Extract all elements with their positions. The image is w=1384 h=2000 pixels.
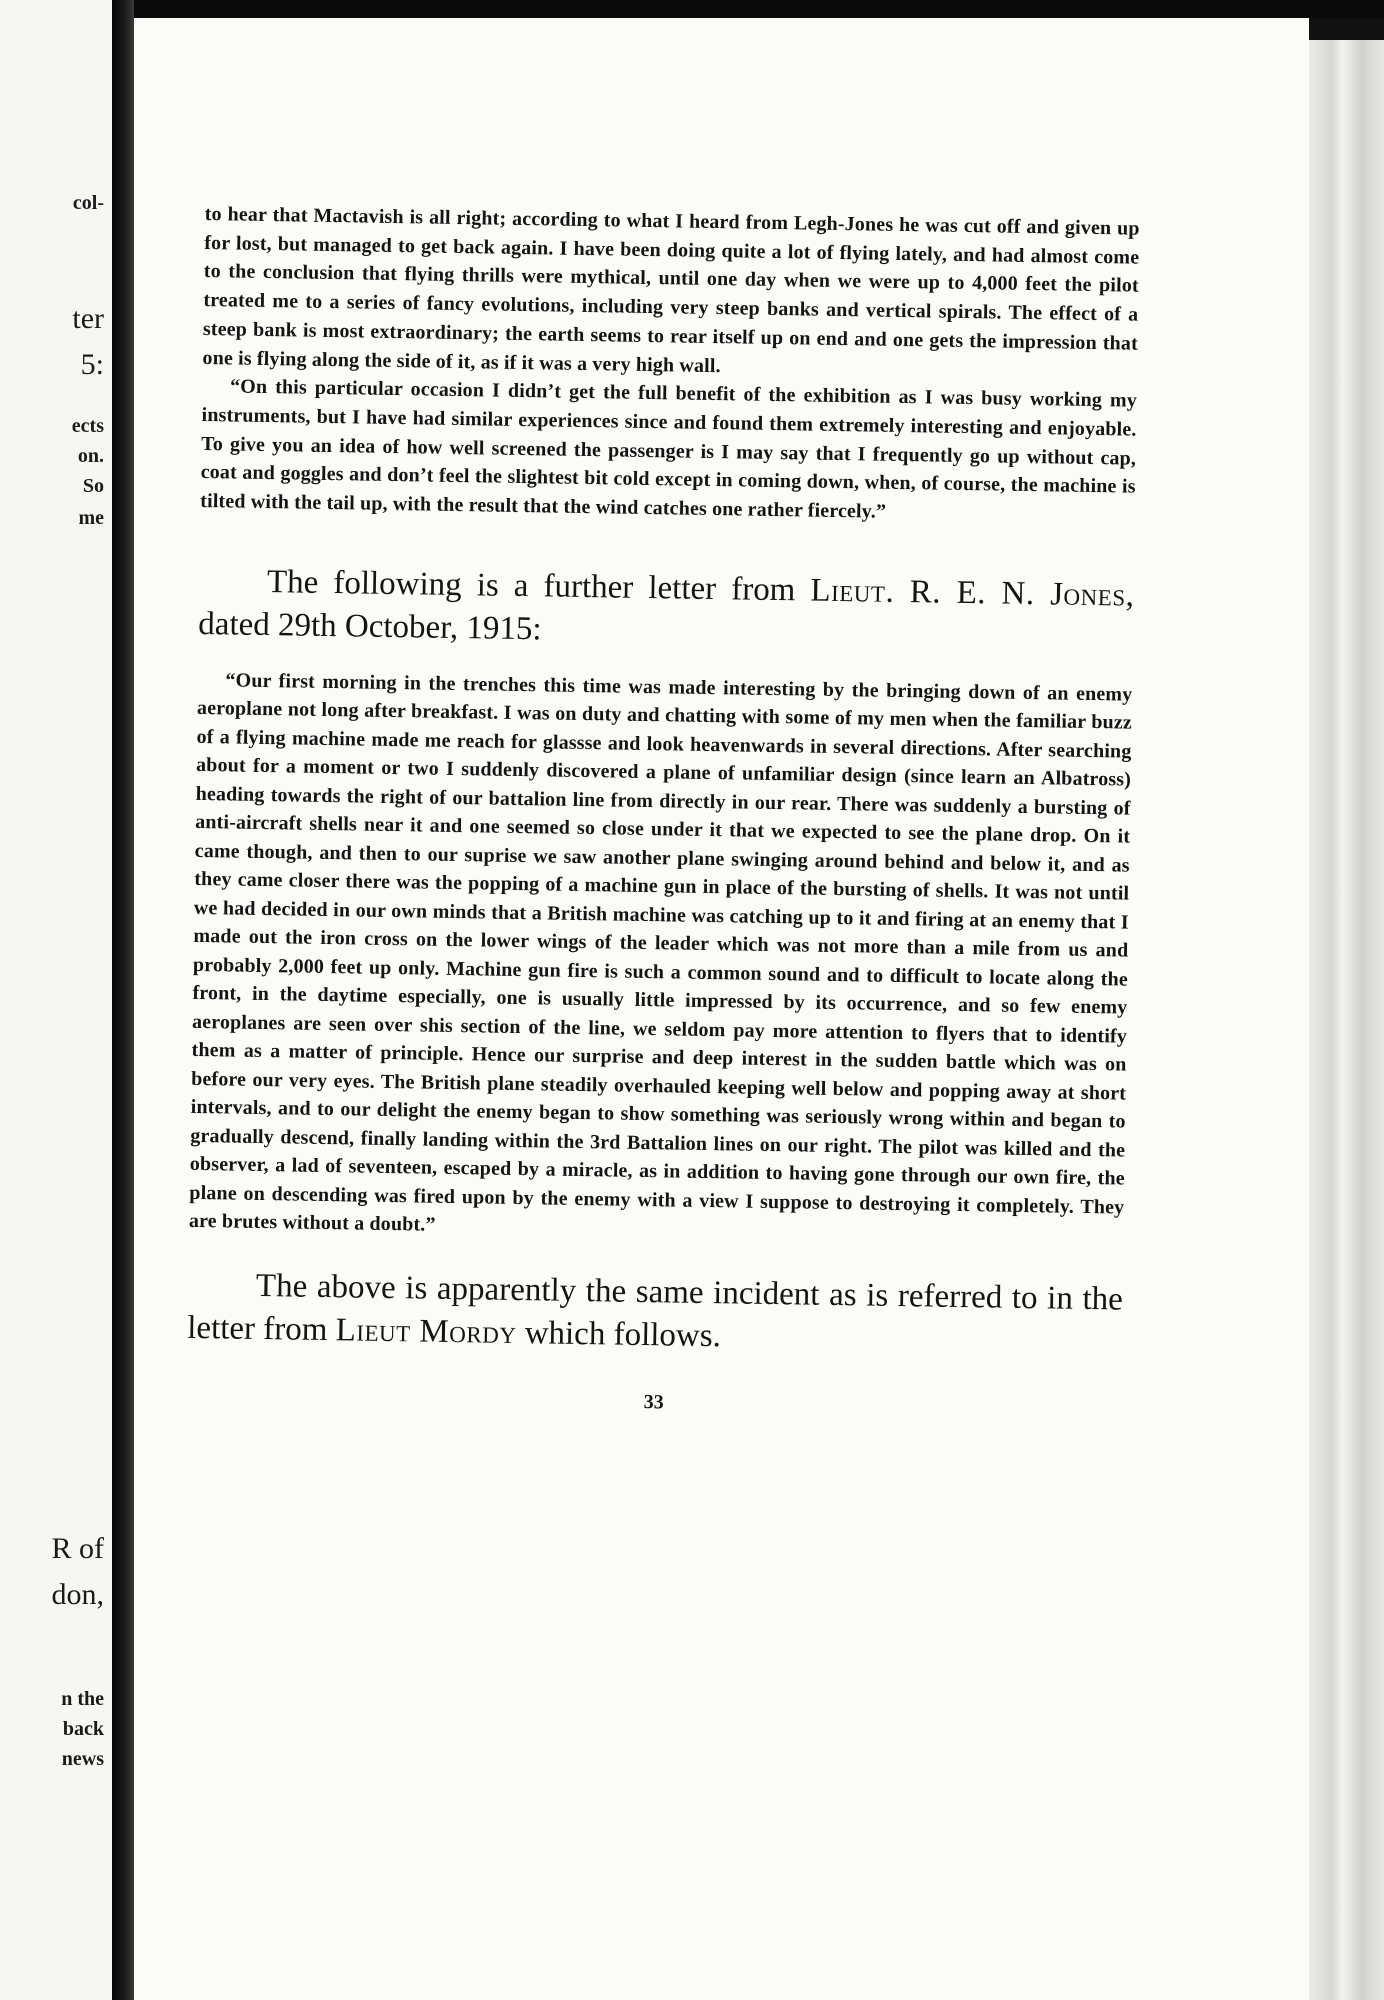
page-content — [186, 200, 1140, 1421]
right-page-edges — [1309, 40, 1384, 2000]
left-page-fragment: So — [82, 475, 104, 497]
left-page-fragment: 5: — [80, 348, 104, 381]
scan-top-border — [0, 0, 1384, 18]
left-page-fragment: ects — [71, 415, 104, 437]
left-page-fragment: R of — [51, 1532, 104, 1565]
second-letter — [189, 666, 1133, 1251]
first-letter — [200, 200, 1140, 530]
letter-paragraph: “On this particular occasion I didn’t get the full benefit of the exhibition as I was busy working my instruments, but I have had similar experiences since and found them extremely interesting and enjoyable. To give you an idea of how well screened the passenger is I may say that I frequently go up without cap, coat and goggles and don’t feel the slightest bit cold except in coming down, when, of course, the machine is tilted with the tail up, with the result that the wind catches one rather fiercely.” — [200, 375, 1138, 523]
left-page-fragment: news — [61, 1748, 104, 1770]
intro-text: The following is a further letter from — [266, 563, 811, 609]
page-number: 33 — [643, 1390, 664, 1414]
left-page-fragment: ter — [72, 302, 104, 335]
left-page-fragment: don, — [51, 1578, 104, 1611]
section-intro — [198, 560, 1134, 661]
left-page-edge — [0, 0, 112, 2000]
closing-note — [187, 1264, 1123, 1365]
author-name: Lieut Mordy — [335, 1311, 517, 1351]
book-gutter — [112, 0, 134, 2000]
left-page-fragment: n the — [61, 1688, 104, 1710]
left-page-fragment: back — [62, 1718, 104, 1740]
left-page-fragment: col- — [72, 192, 104, 214]
letter-paragraph: “Our first morning in the trenches this time was made interesting by the bringing down of an enemy aeroplane not long after breakfast. I was on duty and chatting with some of my men when the familiar buzz of a flying machine made me reach for glassse and look heavenwards in several directions. After searching about for a moment or two I suddenly discovered a plane of unfamiliar design (since learn an Albatross) heading towards the right of our battalion line from directly in our rear. There was suddenly a bursting of anti-aircraft shells near it and one seemed so close under it that we expected to see the plane drop. On it came though, and then to our suprise we saw another plane swinging around behind and below it, and as they came closer there was the popping of a machine gun in place of the bursting of shells. It was not until we had decided in our own minds that a British machine was catching up to it and firing at an enemy that I made out the iron cross on the lower wings of the leader which was not more than a mile from us and probably 2,000 feet up only. Machine gun fire is such a common sound and to difficult to locate along the front, in the daytime especially, one is usually little impressed by its occurrence, and so few enemy aeroplanes are seen over shis section of the line, we seldom pay more attention to flyers that to identify them as a matter of principle. Hence our surprise and deep interest in the sudden battle which was on before our very eyes. The British plane steadily overhauled keeping well below and popping away at short intervals, and to our delight the enemy began to show something was seriously wrong within and began to gradually descend, finally landing within the 3rd Battalion lines on our right. The pilot was killed and the observer, a lad of seventeen, escaped by a miracle, as in addition to having gone through our own fire, the plane on descending was fired upon by the enemy with a view I suppose to destroying it completely. They are brutes without a doubt.” — [188, 669, 1133, 1236]
closing-tail: which follows. — [516, 1314, 722, 1354]
author-name: Lieut. R. E. N. Jones — [810, 572, 1126, 614]
closing-text: The above is apparently the same incident as is referred to in the letter from — [187, 1267, 1124, 1348]
left-page-fragment: on. — [77, 445, 104, 467]
intro-date: , dated 29th October, 1915: — [198, 577, 1135, 648]
letter-paragraph: to hear that Mactavish is all right; according to what I heard from Legh-Jones he was cut off and given up for lost, but managed to get back again. I have been doing quite a lot of flying lately, and had almost come to the conclusion that flying thrills were mythical, until one day when we were up to 4,000 feet the pilot treated me to a series of fancy evolutions, including very steep banks and vertical spirals. The effect of a steep bank is most extraordinary; the earth seems to rear itself up on end and one gets the impression that one is flying along the side of it, as if it was a very high wall. — [202, 202, 1140, 377]
left-page-fragment: me — [78, 507, 104, 529]
